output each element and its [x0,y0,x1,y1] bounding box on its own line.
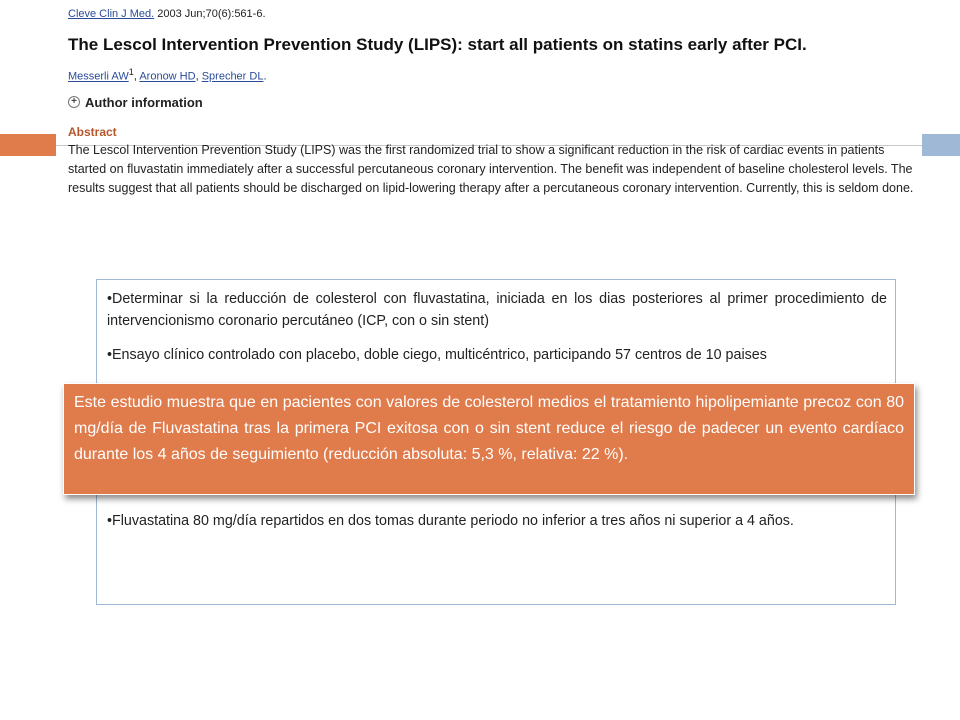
plus-circle-icon[interactable]: + [68,96,80,108]
abstract-heading: Abstract [68,124,117,139]
author-link[interactable]: Aronow HD [139,70,196,83]
author-information-label: Author information [85,94,203,110]
abstract-text: The Lescol Intervention Prevention Study (LIPS) was the first randomized trial to show a significant reduction in the risk of cardiac events in patients started on fluvastatin immediately after a successful percutaneous coronary intervention. The benefit was independent of baseline cholesterol levels. The results suggest that all patients should be discharged on lipid-lowering therapy after a percutaneous coronary intervention. Currently, this is seldom done. [68,142,914,195]
author-link[interactable]: Messerli AW [68,70,129,83]
author-list-end: . [263,70,267,83]
bullet-design: •Ensayo clínico controlado con placebo, doble ciego, multicéntrico, participando 57 centros de 10 paises [107,347,767,363]
author-separator: , [195,70,202,83]
left-accent-bar [0,134,56,156]
author-information-toggle[interactable] [68,95,918,110]
author-affiliation-mark: 1 [128,67,134,77]
author-separator: , [133,70,140,83]
citation-details: 2003 Jun;70(6):561-6. [157,8,266,20]
pubmed-abstract-screenshot [68,8,918,198]
journal-link[interactable]: Cleve Clin J Med. [68,8,155,20]
citation [68,8,918,20]
right-accent-bar [922,134,960,156]
paper-title: The Lescol Intervention Prevention Study (LIPS): start all patients on statins early after PCI. [68,35,807,54]
conclusion-callout: Este estudio muestra que en pacientes con valores de colesterol medios el tratamiento hipolipemiante precoz con 80 mg/día de Fluvastatina tras la primera PCI exitosa con o sin stent reduce el riesgo de padecer un evento cardíaco durante los 4 años de seguimiento (reducción absoluta: 5,3 %, relativa: 22 %). [63,383,915,495]
author-list [68,67,918,83]
author-link[interactable]: Sprecher DL [201,70,264,83]
bullet-objective: •Determinar si la reducción de colesterol con fluvastatina, iniciada en los dias posteriores al primer procedimiento de intervencionismo coronario percutáneo (ICP, con o sin stent) [107,291,887,329]
bullet-treatment: •Fluvastatina 80 mg/día repartidos en dos tomas durante periodo no inferior a tres años ni superior a 4 años. [107,513,794,529]
